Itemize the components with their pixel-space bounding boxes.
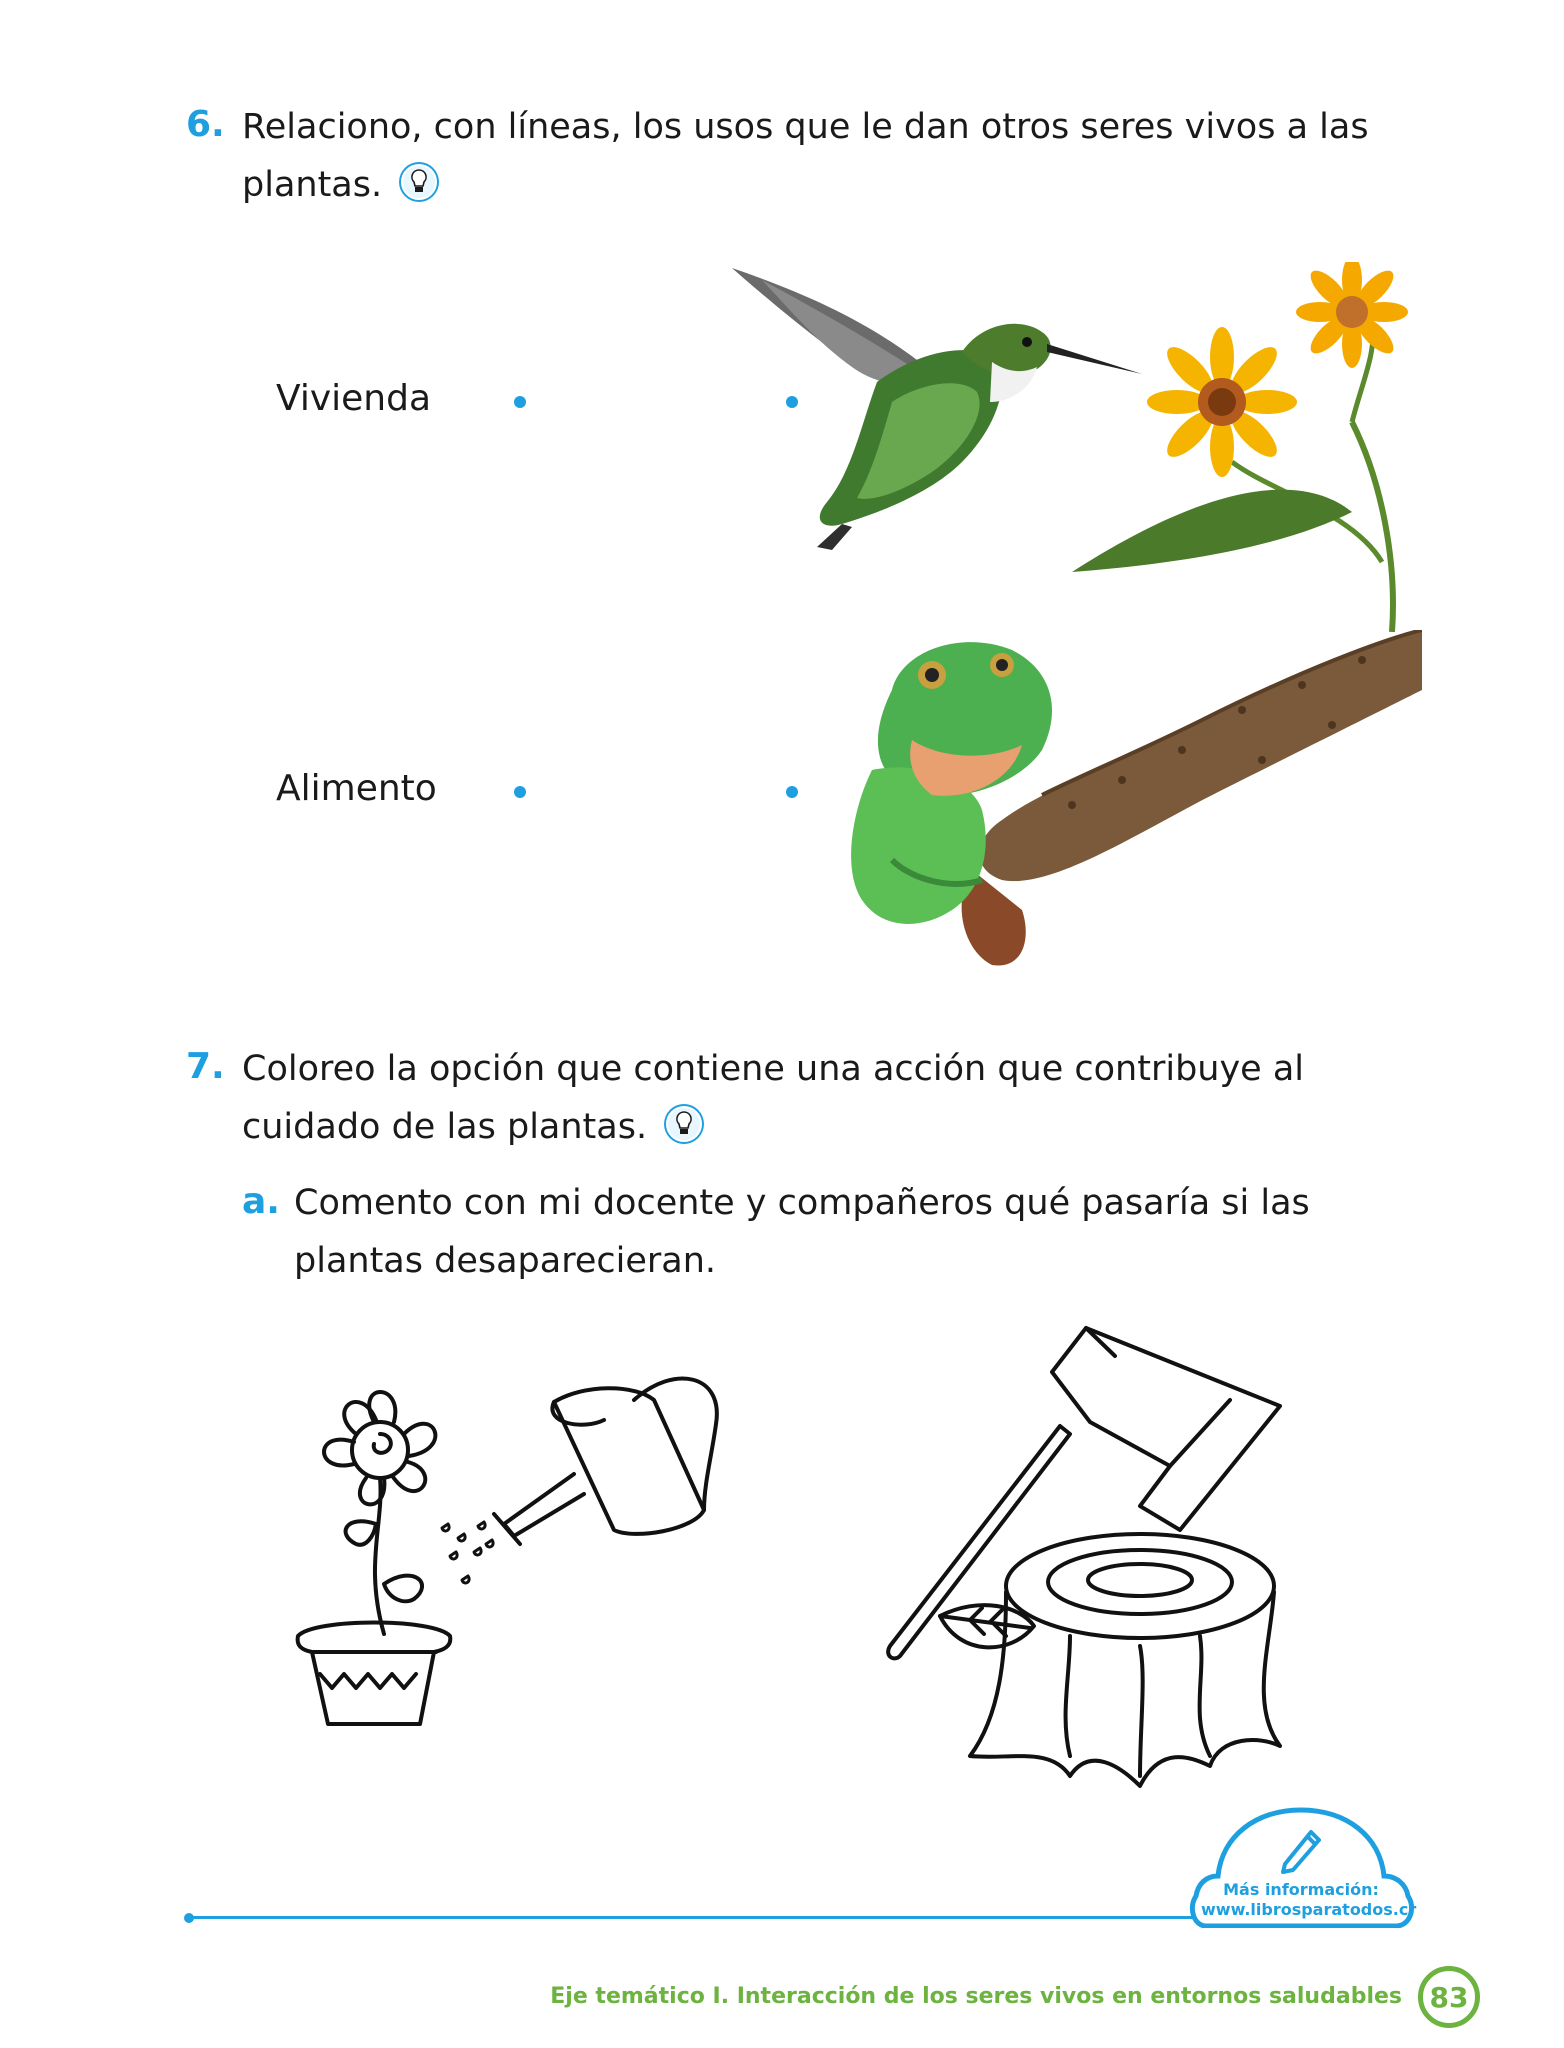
sunflower-image [1052, 262, 1422, 632]
question-6-text-content: Relaciono, con líneas, los usos que le dan otros seres vivos a las plantas. [242, 107, 1369, 205]
match-dot-left-2[interactable] [514, 786, 526, 798]
page-number [1418, 1966, 1480, 2028]
page-number-value: 83 [1429, 1980, 1469, 2014]
pencil-icon [1271, 1818, 1331, 1878]
question-7a-letter: a. [242, 1181, 280, 1222]
more-info-label: Más información: [1223, 1880, 1379, 1899]
question-7-text-content: Coloreo la opción que contiene una acción que contribuye al cuidado de las plantas. [242, 1049, 1305, 1147]
question-6-text [242, 98, 1392, 214]
more-info-badge[interactable] [1186, 1778, 1416, 1928]
watering-can-drawing[interactable] [284, 1354, 724, 1734]
lightbulb-icon [397, 160, 441, 204]
match-dot-right-2[interactable] [786, 786, 798, 798]
lightbulb-icon [662, 1102, 706, 1146]
more-info-url[interactable]: www.librosparatodos.cr [1201, 1900, 1417, 1919]
footer-line [188, 1916, 1194, 1919]
question-6-number: 6. [186, 104, 225, 145]
match-label-alimento: Alimento [276, 768, 437, 809]
frog-image [822, 630, 1422, 970]
match-label-vivienda: Vivienda [276, 378, 432, 419]
match-dot-left-1[interactable] [514, 396, 526, 408]
question-7-number: 7. [186, 1046, 225, 1087]
footer-section-title: Eje temático I. Interacción de los seres vivos en entornos saludables [550, 1984, 1402, 2009]
question-7a-text: Comento con mi docente y compañeros qué pasaría si las plantas desaparecieran. [294, 1183, 1310, 1281]
question-7-text [242, 1040, 1352, 1156]
axe-stump-drawing[interactable] [870, 1316, 1370, 1836]
